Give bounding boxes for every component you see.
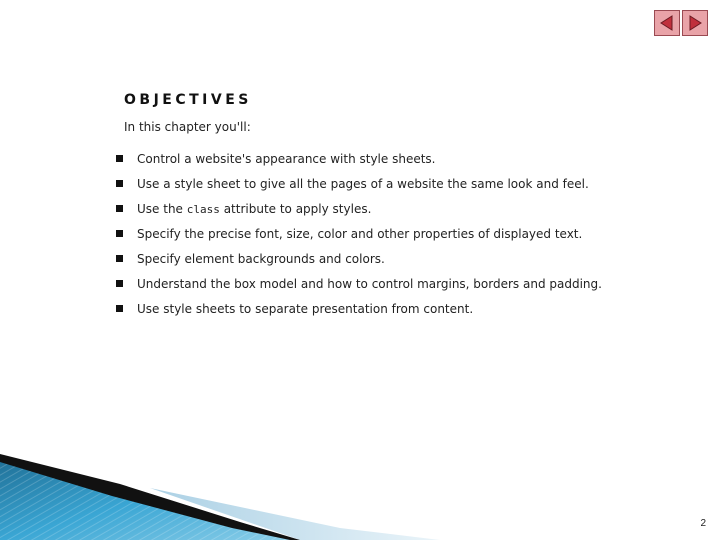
previous-slide-button[interactable] bbox=[654, 10, 680, 36]
triangle-right-icon bbox=[685, 13, 705, 33]
list-item-text: Use a style sheet to give all the pages of a website the same look and feel. bbox=[137, 176, 589, 191]
list-item bbox=[116, 171, 616, 196]
square-bullet-icon bbox=[116, 180, 123, 187]
list-item-text: Use the class attribute to apply styles. bbox=[137, 201, 372, 216]
square-bullet-icon bbox=[116, 305, 123, 312]
list-item bbox=[116, 246, 616, 271]
square-bullet-icon bbox=[116, 230, 123, 237]
list-item bbox=[116, 146, 616, 171]
slide-navigation bbox=[654, 10, 708, 36]
decorative-swoosh bbox=[0, 440, 460, 540]
list-item bbox=[116, 221, 616, 246]
square-bullet-icon bbox=[116, 280, 123, 287]
objectives-list bbox=[116, 146, 616, 321]
square-bullet-icon bbox=[116, 255, 123, 262]
list-item-text: Control a website's appearance with style sheets. bbox=[137, 151, 436, 166]
slide-intro: In this chapter you'll: bbox=[124, 120, 251, 134]
square-bullet-icon bbox=[116, 205, 123, 212]
list-item-text: Specify element backgrounds and colors. bbox=[137, 251, 385, 266]
slide-heading: OBJECTIVES bbox=[124, 92, 252, 108]
next-slide-button[interactable] bbox=[682, 10, 708, 36]
square-bullet-icon bbox=[116, 155, 123, 162]
list-item-text: Specify the precise font, size, color and other properties of displayed text. bbox=[137, 226, 583, 241]
list-item bbox=[116, 196, 616, 221]
list-item-text: Use style sheets to separate presentation from content. bbox=[137, 301, 474, 316]
code-class: class bbox=[186, 202, 220, 216]
page-number: 2 bbox=[700, 518, 706, 529]
list-item bbox=[116, 296, 616, 321]
list-item bbox=[116, 271, 616, 296]
triangle-left-icon bbox=[657, 13, 677, 33]
list-item-text: Understand the box model and how to control margins, borders and padding. bbox=[137, 276, 602, 291]
